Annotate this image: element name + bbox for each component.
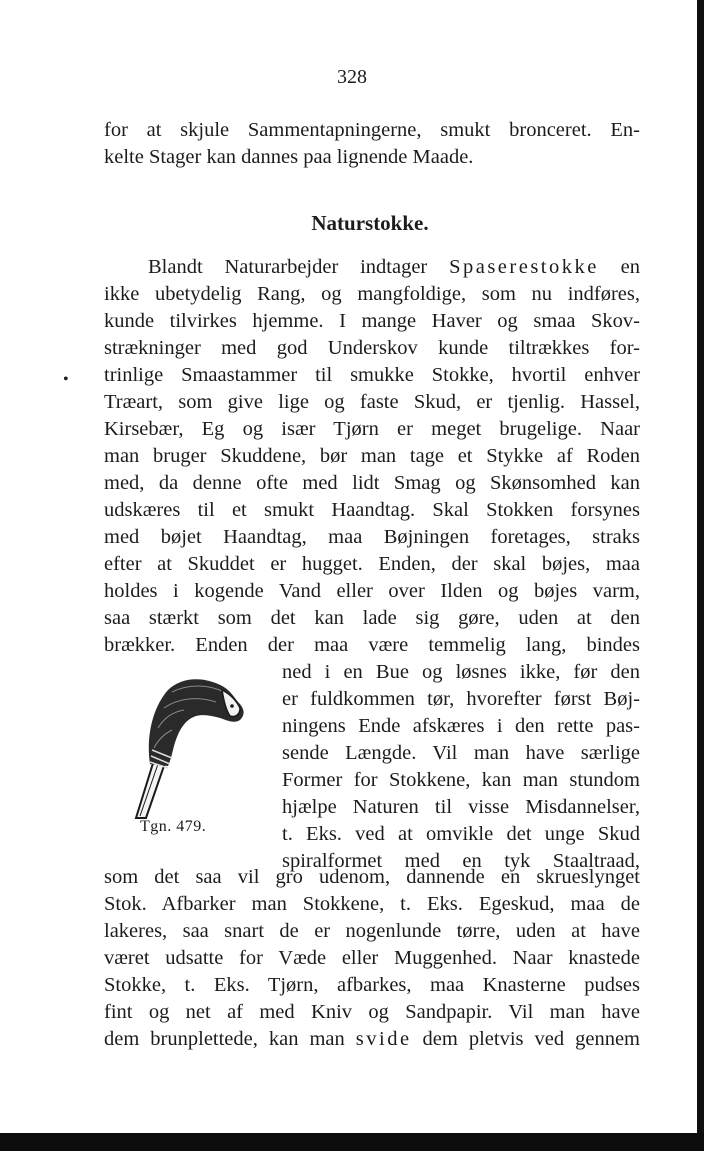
wrap-line: ned i en Bue og løsnes ikke, før den xyxy=(282,661,640,683)
wrap-line: sende Længde. Vil man have særlige xyxy=(282,742,640,764)
body-line: man bruger Skuddene, bør man tage et Stykke af Roden xyxy=(104,445,640,467)
paragraph-last-line xyxy=(104,1026,640,1052)
paragraph-first-line xyxy=(148,254,640,280)
intro-line: kelte Stager kan dannes paa lignende Maade. xyxy=(104,146,474,168)
wrap-line: Former for Stokkene, kan man stundom xyxy=(282,769,640,791)
body-line: holdes i kogende Vand eller over Ilden og bøjes varm, xyxy=(104,580,640,602)
wrap-line: er fuldkommen tør, hvorefter først Bøj- xyxy=(282,688,640,710)
body-line: strækninger med god Underskov kunde tiltrækkes for- xyxy=(104,337,640,359)
body-line: efter at Skuddet er hugget. Enden, der skal bøjes, maa xyxy=(104,553,640,575)
intro-line: for at skjule Sammentapningerne, smukt bronceret. En- xyxy=(104,119,640,141)
body-line: med bøjet Haandtag, maa Bøjningen foretages, straks xyxy=(104,526,640,548)
body-line: Stok. Afbarker man Stokkene, t. Eks. Egeskud, maa de xyxy=(104,893,640,915)
body-line: været udsatte for Væde eller Muggenhed. Naar knastede xyxy=(104,947,640,969)
body-line: Kirsebær, Eg og især Tjørn er meget brugelige. Naar xyxy=(104,418,640,440)
walking-stick-illustration xyxy=(128,668,250,826)
body-line: Stokke, t. Eks. Tjørn, afbarkes, maa Knasterne pudses xyxy=(104,974,640,996)
body-line: ikke ubetydelig Rang, og mangfoldige, som nu indføres, xyxy=(104,283,640,305)
carved-animal-handle xyxy=(149,679,244,768)
stick-shaft xyxy=(136,760,166,818)
body-line: udskæres til et smukt Haandtag. Skal Stokken forsynes xyxy=(104,499,640,521)
text-run: Blandt Naturarbejder indtager xyxy=(148,256,450,278)
body-line: Træart, som give lige og faste Skud, er tjenlig. Hassel, xyxy=(104,391,640,413)
wrap-line: hjælpe Naturen til visse Misdannelser, xyxy=(282,796,640,818)
body-line: med, da denne ofte med lidt Smag og Skønsomhed kan xyxy=(104,472,640,494)
page-edge-right xyxy=(697,0,704,1151)
body-line: brækker. Enden der maa være temmelig lang, bindes xyxy=(104,634,640,656)
text-run: en xyxy=(598,256,640,278)
wrap-line: ningens Ende afskæres i den rette pas- xyxy=(282,715,640,737)
body-line: kunde tilvirkes hjemme. I mange Haver og smaa Skov- xyxy=(104,310,640,332)
text-run: dem pletvis ved gennem xyxy=(411,1028,640,1050)
page-edge-bottom xyxy=(0,1133,704,1151)
body-line: trinlige Smaastammer til smukke Stokke, hvortil enhver xyxy=(104,364,640,386)
wrap-line: spiralformet med en tyk Staaltraad, xyxy=(282,850,640,872)
spaced-term: svide xyxy=(355,1028,412,1050)
body-line: saa stærkt som det kan lade sig gøre, uden at den xyxy=(104,607,640,629)
body-line: lakeres, saa snart de er nogenlunde tørre, uden at have xyxy=(104,920,640,942)
figure-caption: Tgn. 479. xyxy=(140,818,207,835)
body-line: som det saa vil gro udenom, dannende en skrueslynget xyxy=(104,866,640,888)
page-number: 328 xyxy=(337,66,367,88)
text-run: dem brunplettede, kan man xyxy=(104,1028,356,1050)
body-line: fint og net af med Kniv og Sandpapir. Vil man have xyxy=(104,1001,640,1023)
section-heading: Naturstokke. xyxy=(311,211,429,235)
margin-mark: • xyxy=(63,371,69,388)
spaced-term: Spaserestokke xyxy=(449,256,599,278)
wrap-line: t. Eks. ved at omvikle det unge Skud xyxy=(282,823,640,845)
